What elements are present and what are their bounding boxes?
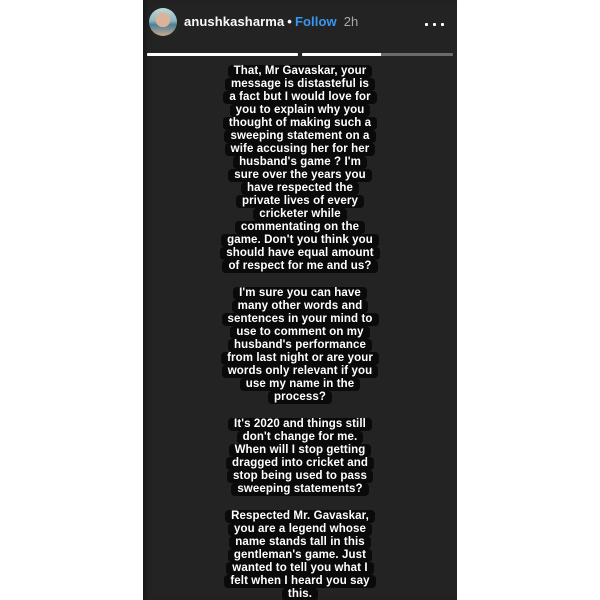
story-text-line: sweeping statement on a: [224, 130, 375, 143]
story-text-line: a fact but I would love for: [223, 91, 376, 104]
story-text-line: process?: [268, 391, 332, 404]
username[interactable]: anushkasharma: [184, 14, 285, 29]
story-text-line: Respected Mr. Gavaskar,: [225, 510, 375, 523]
story-text-line: husband's performance: [228, 339, 372, 352]
story-text-block: [143, 65, 457, 600]
story-text-line: should have equal amount: [220, 247, 379, 260]
story-text-line: of respect for me and us?: [222, 260, 377, 273]
story-text-line: gentleman's game. Just: [228, 549, 372, 562]
story-paragraph: [221, 287, 379, 404]
story-text-line: When will I stop getting: [229, 444, 372, 457]
story-text-line: That, Mr Gavaskar, your: [228, 65, 373, 78]
story-text-line: have respected the: [241, 182, 359, 195]
timestamp: 2h: [343, 14, 359, 29]
story-text-line: many other words and: [232, 300, 369, 313]
story-text-line: don't change for me.: [237, 431, 364, 444]
instagram-story-frame: [143, 0, 457, 600]
story-text-line: this.: [282, 588, 318, 600]
story-text-line: husband's game ? I'm: [233, 156, 367, 169]
story-text-line: words only relevant if you: [222, 365, 378, 378]
follow-button[interactable]: Follow: [294, 14, 337, 29]
avatar[interactable]: [149, 8, 177, 36]
header-text-line: [184, 14, 358, 29]
story-text-line: stop being used to pass: [227, 470, 373, 483]
three-dots-icon[interactable]: [425, 20, 444, 29]
story-paragraph: [220, 65, 379, 273]
story-text-line: use to comment on my: [230, 326, 369, 339]
story-text-line: from last night or are your: [221, 352, 379, 365]
story-text-line: sentences in your mind to: [222, 313, 379, 326]
story-text-line: commentating on the: [235, 221, 365, 234]
story-progress-bar: [147, 53, 453, 56]
story-text-line: sure over the years you: [228, 169, 371, 182]
story-text-line: It's 2020 and things still: [228, 418, 372, 431]
story-text-line: you are a legend whose: [228, 523, 372, 536]
separator-dot: •: [287, 14, 292, 29]
story-text-line: thought of making such a: [223, 117, 377, 130]
story-paragraph: [226, 418, 374, 496]
story-text-line: felt when I heard you say: [224, 575, 375, 588]
story-text-line: wanted to tell you what I: [226, 562, 373, 575]
story-text-line: I'm sure you can have: [233, 287, 367, 300]
progress-segment: [147, 53, 298, 56]
story-header: [143, 0, 457, 44]
story-text-line: wife accusing her for her: [225, 143, 376, 156]
story-text-line: you to explain why you: [230, 104, 371, 117]
story-text-line: private lives of every: [236, 195, 364, 208]
progress-segment: [302, 53, 453, 56]
story-text-line: game. Don't you think you: [221, 234, 379, 247]
story-text-line: cricketer while: [253, 208, 346, 221]
story-text-line: use my name in the: [240, 378, 361, 391]
story-paragraph: [224, 510, 375, 600]
story-text-line: dragged into cricket and: [226, 457, 374, 470]
story-text-line: name stands tall in this: [229, 536, 371, 549]
story-text-line: message is distasteful is: [225, 78, 375, 91]
story-text-line: sweeping statements?: [231, 483, 368, 496]
